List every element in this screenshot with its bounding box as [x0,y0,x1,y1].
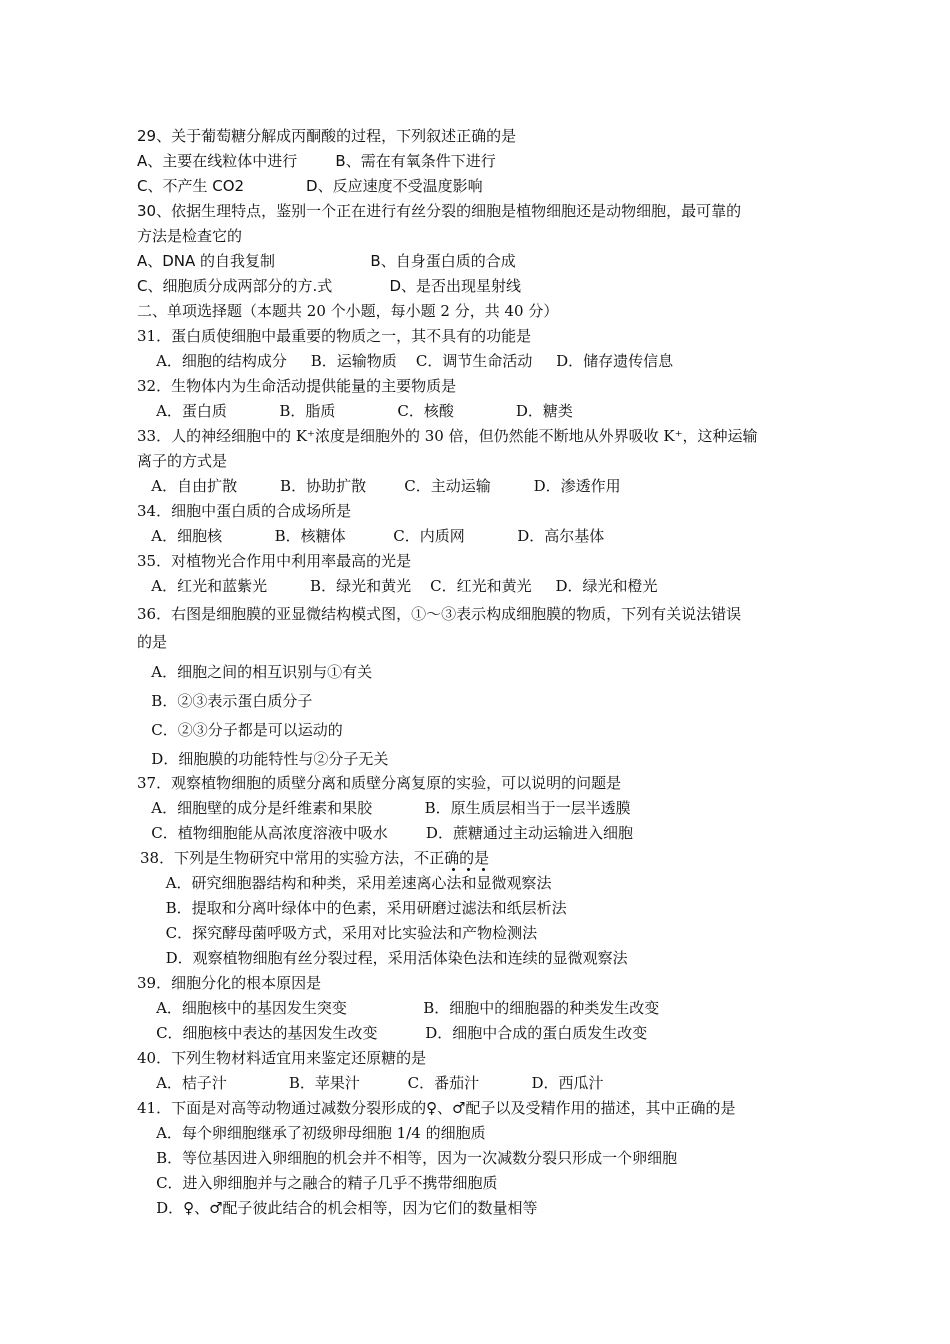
q37-options-cd: C．植物细胞能从高浓度溶液中吸水 D．蔗糖通过主动运输进入细胞 [137,824,633,842]
q40-stem: 40．下列生物材料适宜用来鉴定还原糖的是 [137,1049,427,1067]
q30-stem: 30、依据生理特点，鉴别一个正在进行有丝分裂的细胞是植物细胞还是动物细胞，最可靠的 [137,202,742,220]
q41-option-a: A．每个卵细胞继承了初级卵母细胞 1/4 的细胞质 [137,1124,486,1142]
q32-stem: 32．生物体内为生命活动提供能量的主要物质是 [137,377,457,395]
q34-options: A．细胞核 B．核糖体 C．内质网 D．高尔基体 [137,527,605,545]
q31-stem: 31．蛋白质使细胞中最重要的物质之一，其不具有的功能是 [137,327,532,345]
q36-stem: 36．右图是细胞膜的亚显微结构模式图，①～③表示构成细胞膜的物质，下列有关说法错误 [137,605,742,623]
q30-stem-cont: 方法是检查它的 [137,227,243,245]
q41-option-c: C．进入卵细胞并与之融合的精子几乎不携带细胞质 [137,1174,498,1192]
emphasis-dot [482,868,485,871]
q38-option-b: B．提取和分离叶绿体中的色素，采用研磨过滤法和纸层析法 [137,899,567,917]
q38-stem: 38．下列是生物研究中常用的实验方法，不正确的是 [140,849,490,867]
q40-options: A．桔子汁 B．苹果汁 C．番茄汁 D．西瓜汁 [137,1074,604,1092]
q36-stem-cont: 的是 [137,633,168,651]
q38-option-a: A．研究细胞器结构和种类，采用差速离心法和显微观察法 [137,874,552,892]
q35-stem: 35．对植物光合作用中利用率最高的光是 [137,552,412,570]
emphasis-dot [452,868,455,871]
q39-stem: 39．细胞分化的根本原因是 [137,974,322,992]
q36-option-b: B．②③表示蛋白质分子 [137,692,313,710]
q35-options: A．红光和蓝紫光 B．绿光和黄光 C．红光和黄光 D．绿光和橙光 [137,577,658,595]
q29-stem: 29、关于葡萄糖分解成丙酮酸的过程，下列叙述正确的是 [137,127,517,145]
q29-options-cd: C、不产生 CO2 D、反应速度不受温度影响 [137,177,483,195]
q37-stem: 37．观察植物细胞的质壁分离和质壁分离复原的实验，可以说明的问题是 [137,774,622,792]
emphasis-dot [467,868,470,871]
q36-option-d: D．细胞膜的功能特性与②分子无关 [137,750,389,768]
section-heading: 二、单项选择题（本题共 20 个小题，每小题 2 分，共 40 分） [137,302,559,320]
q39-options-ab: A．细胞核中的基因发生突变 B．细胞中的细胞器的种类发生改变 [137,999,660,1017]
q36-option-a: A．细胞之间的相互识别与①有关 [137,663,373,681]
q37-options-ab: A．细胞壁的成分是纤维素和果胶 B．原生质层相当于一层半透膜 [137,799,631,817]
q30-options-cd: C、细胞质分成两部分的方.式 D、是否出现星射线 [137,277,522,295]
q38-option-c: C．探究酵母菌呼吸方式，采用对比实验法和产物检测法 [137,924,538,942]
q34-stem: 34．细胞中蛋白质的合成场所是 [137,502,352,520]
q38-option-d: D．观察植物细胞有丝分裂过程，采用活体染色法和连续的显微观察法 [137,949,628,967]
q41-option-d: D．♀、♂配子彼此结合的机会相等，因为它们的数量相等 [137,1199,538,1217]
q31-options: A．细胞的结构成分 B．运输物质 C．调节生命活动 D．储存遗传信息 [137,352,674,370]
q33-stem: 33．人的神经细胞中的 K⁺浓度是细胞外的 30 倍，但仍然能不断地从外界吸收 K⁺，这种运输 [137,427,758,445]
q32-options: A．蛋白质 B．脂质 C．核酸 D．糖类 [137,402,573,420]
q41-stem: 41．下面是对高等动物通过减数分裂形成的♀、♂配子以及受精作用的描述，其中正确的是 [137,1099,736,1117]
q33-options: A．自由扩散 B．协助扩散 C．主动运输 D．渗透作用 [137,477,621,495]
q41-option-b: B．等位基因进入卵细胞的机会并不相等，因为一次减数分裂只形成一个卵细胞 [137,1149,678,1167]
q36-option-c: C．②③分子都是可以运动的 [137,721,343,739]
q29-options-ab: A、主要在线粒体中进行 B、需在有氧条件下进行 [137,152,496,170]
q30-options-ab: A、DNA 的自我复制 B、自身蛋白质的合成 [137,252,516,270]
q39-options-cd: C．细胞核中表达的基因发生改变 D．细胞中合成的蛋白质发生改变 [137,1024,648,1042]
q33-stem-cont: 离子的方式是 [137,452,228,470]
